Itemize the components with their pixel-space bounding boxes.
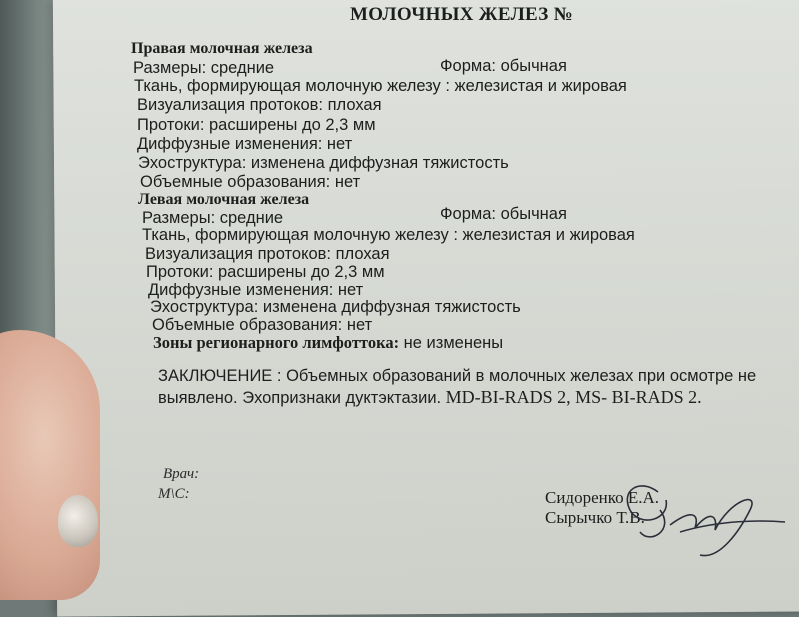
left-echostructure: Эхоструктура: изменена диффузная тяжистость bbox=[150, 298, 521, 316]
right-breast-heading: Правая молочная железа bbox=[131, 40, 313, 57]
right-ducts-visualization: Визуализация протоков: плохая bbox=[137, 96, 382, 114]
left-diffuse-changes: Диффузные изменения: нет bbox=[148, 281, 364, 299]
handwritten-signature bbox=[600, 470, 790, 570]
signer-doctor: Сидоренко Е.А. bbox=[545, 488, 660, 507]
lymph-zones-label: Зоны регионарного лимфоттока: bbox=[153, 333, 400, 352]
right-echostructure: Эхоструктура: изменена диффузная тяжистость bbox=[138, 154, 509, 172]
fingernail bbox=[58, 495, 98, 547]
finger bbox=[0, 330, 100, 600]
right-ducts: Протоки: расширены до 2,3 мм bbox=[137, 116, 376, 134]
right-shape: Форма: обычная bbox=[440, 57, 567, 75]
left-breast-heading: Левая молочная железа bbox=[138, 191, 310, 208]
right-diffuse-changes: Диффузные изменения: нет bbox=[137, 135, 353, 153]
conclusion-codes: MD-BI-RADS 2, MS- BI-RADS 2. bbox=[441, 387, 702, 407]
left-ducts: Протоки: расширены до 2,3 мм bbox=[146, 263, 385, 281]
left-masses: Объемные образования: нет bbox=[152, 316, 373, 334]
right-tissue: Ткань, формирующая молочную железу : железистая и жировая bbox=[134, 77, 627, 95]
left-tissue: Ткань, формирующая молочную железу : железистая и жировая bbox=[142, 226, 635, 244]
conclusion-text: ЗАКЛЮЧЕНИЕ : Объемных образований в молочных железах при осмотре не выявлено. Эхопризнаки дуктэктазии. bbox=[158, 367, 757, 407]
right-masses: Объемные образования: нет bbox=[140, 173, 361, 191]
signer-nurse: Сырычко Т.В. bbox=[545, 508, 645, 527]
lymph-zones bbox=[153, 333, 503, 353]
left-size: Размеры: средние bbox=[142, 209, 284, 227]
lymph-zones-value: не изменены bbox=[399, 334, 504, 352]
document-title: МОЛОЧНЫХ ЖЕЛЕЗ № bbox=[350, 4, 574, 25]
conclusion bbox=[158, 366, 783, 409]
left-shape: Форма: обычная bbox=[440, 205, 567, 223]
nurse-label: М\С: bbox=[158, 486, 190, 502]
doctor-label: Врач: bbox=[163, 466, 200, 482]
left-ducts-visualization: Визуализация протоков: плохая bbox=[145, 245, 390, 263]
right-size: Размеры: средние bbox=[133, 59, 275, 77]
